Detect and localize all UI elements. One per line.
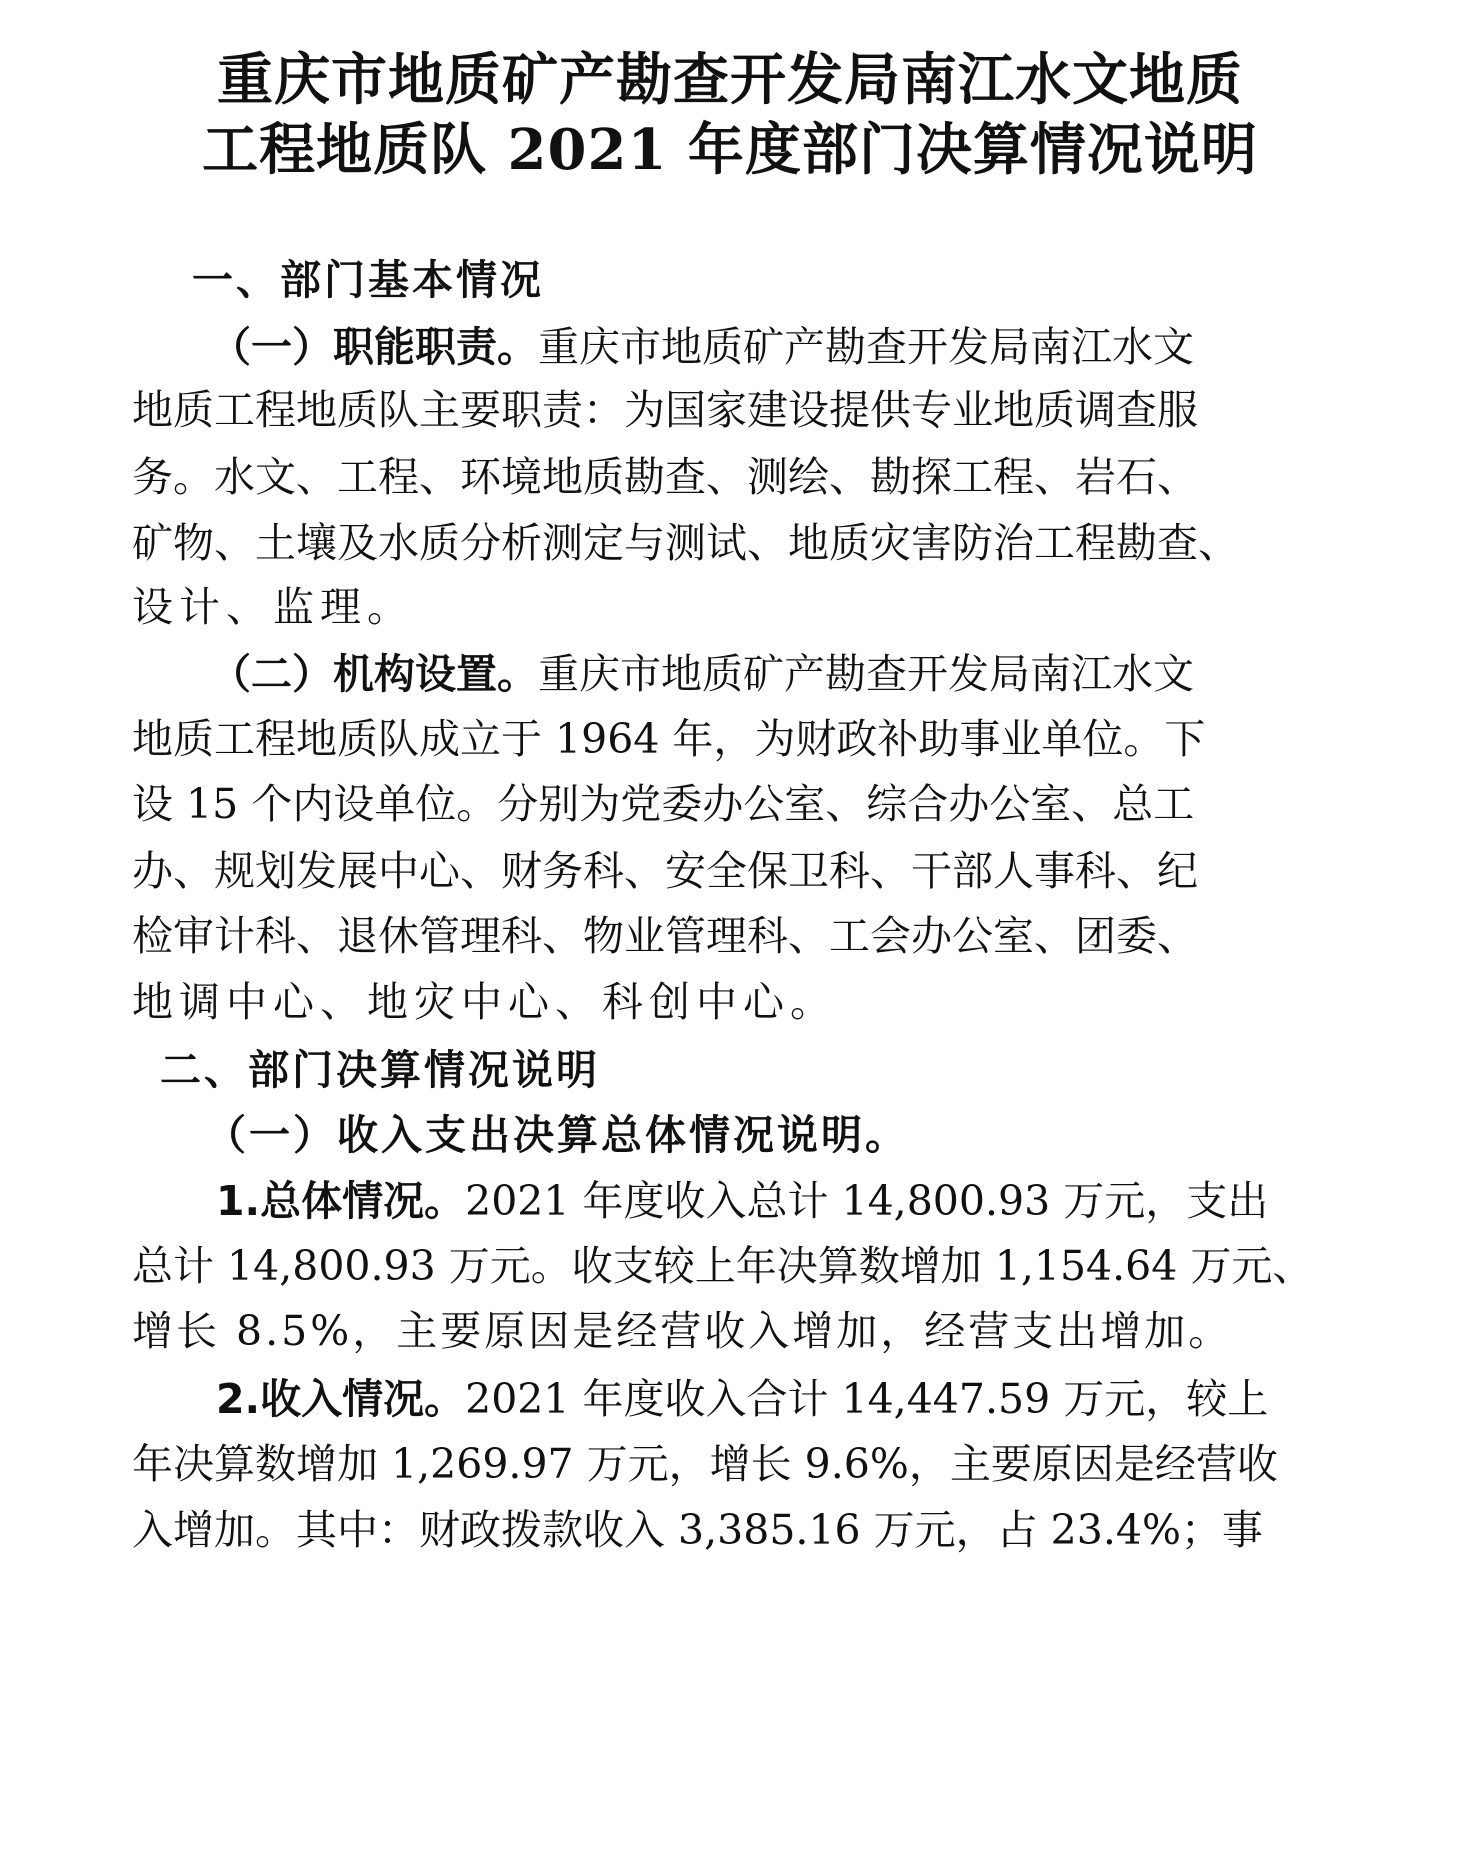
document-title-line-2: 工程地质队 2021 年度部门决算情况说明 <box>202 117 1258 183</box>
p2-line-2: 年决算数增加 1,269.97 万元，增长 9.6%，主要原因是经营收 <box>132 1440 1278 1488</box>
p1-line-2: 总计 14,800.93 万元。收支较上年决算数增加 1,154.64 万元、 <box>132 1242 1314 1290</box>
section-heading-basic-info: 一、部门基本情况 <box>192 256 544 304</box>
p1-line-3: 增长 8.5%，主要原因是经营收入增加，经营支出增加。 <box>132 1307 1233 1355</box>
part1-line-3: 务。水文、工程、环境地质勘查、测绘、勘探工程、岩石、 <box>132 453 1198 501</box>
p1-label: 1.总体情况。 <box>216 1177 466 1225</box>
part1-line-5: 设计、监理。 <box>132 583 414 631</box>
p2-line-3: 入增加。其中：财政拨款收入 3,385.16 万元，占 23.4%；事 <box>132 1506 1263 1554</box>
p2-label: 2.收入情况。 <box>216 1375 466 1423</box>
paragraph-line <box>216 1374 1269 1424</box>
paragraph-line <box>216 1176 1269 1226</box>
paragraph-line <box>210 649 1194 699</box>
section-heading-final-accounts: 二、部门决算情况说明 <box>160 1046 600 1094</box>
subsection-heading-overall: （一）收入支出决算总体情况说明。 <box>205 1111 909 1159</box>
p2-line-1: 2021 年度收入合计 14,447.59 万元，较上 <box>465 1375 1269 1423</box>
part2-line-1: 重庆市地质矿产勘查开发局南江水文 <box>538 650 1194 698</box>
part2-line-6: 地调中心、地灾中心、科创中心。 <box>132 978 837 1026</box>
p1-line-1: 2021 年度收入总计 14,800.93 万元，支出 <box>465 1177 1269 1225</box>
paragraph-line <box>210 322 1194 372</box>
part1-line-4: 矿物、土壤及水质分析测定与测试、地质灾害防治工程勘查、 <box>132 519 1239 567</box>
part2-label: （二）机构设置。 <box>210 650 538 698</box>
part2-line-4: 办、规划发展中心、财务科、安全保卫科、干部人事科、纪 <box>132 847 1198 895</box>
part2-line-5: 检审计科、退休管理科、物业管理科、工会办公室、团委、 <box>132 912 1198 960</box>
part2-line-3: 设 15 个内设单位。分别为党委办公室、综合办公室、总工 <box>132 780 1195 828</box>
part1-line-2: 地质工程地质队主要职责：为国家建设提供专业地质调查服 <box>132 386 1198 434</box>
part1-label: （一）职能职责。 <box>210 323 538 371</box>
part1-line-1: 重庆市地质矿产勘查开发局南江水文 <box>538 323 1194 371</box>
part2-line-2: 地质工程地质队成立于 1964 年，为财政补助事业单位。下 <box>132 715 1206 763</box>
document-title-line-1: 重庆市地质矿产勘查开发局南江水文地质 <box>217 47 1243 113</box>
